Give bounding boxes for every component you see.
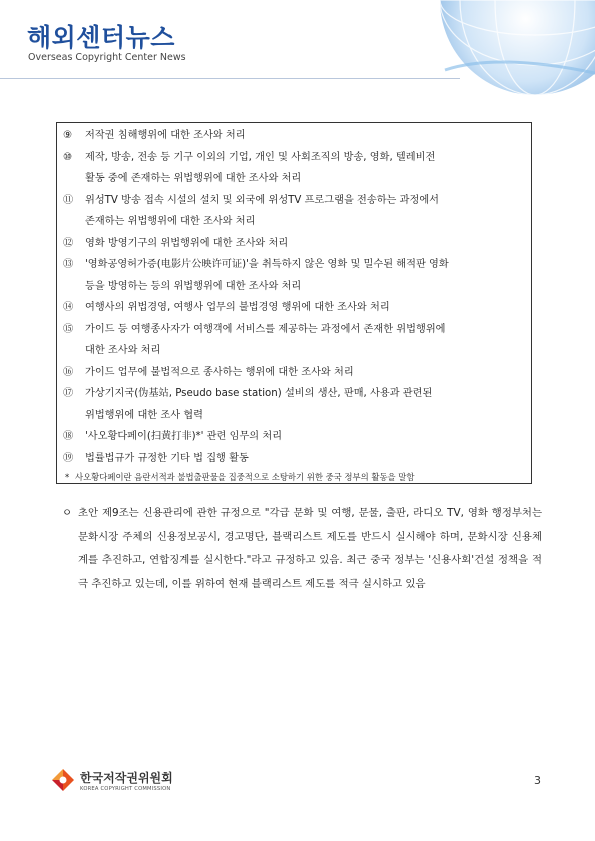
list-item	[63, 125, 526, 147]
item-text: 제작, 방송, 전송 등 기구 이외의 기업, 개인 및 사회조직의 방송, 영화, 텔레비전	[85, 151, 436, 163]
logo-name-en: KOREA COPYRIGHT COMMISSION	[80, 786, 171, 792]
footnote	[63, 469, 526, 485]
header-title: 해외센터뉴스	[27, 23, 175, 52]
body-paragraph	[62, 502, 542, 596]
item-text: 활동 중에 존재하는 위법행위에 대한 조사와 처리	[85, 173, 302, 184]
list-item	[63, 147, 526, 190]
list-item	[63, 254, 526, 297]
list-item	[63, 233, 526, 255]
logo-name-ko: 한국저작권위원회	[80, 771, 173, 785]
item-text: 가이드 업무에 불법적으로 종사하는 행위에 대한 조사와 처리	[85, 366, 354, 378]
item-text: 영화 방영기구의 위법행위에 대한 조사와 처리	[85, 237, 289, 249]
item-text: 가상기지국(伪基站, Pseudo base station) 설비의 생산, 판매, 사용과 관련된	[85, 388, 433, 399]
item-text: 법률법규가 규정한 기타 법 집행 활동	[85, 452, 249, 464]
list-item	[63, 383, 526, 426]
commission-logo	[50, 767, 200, 797]
list-item	[63, 297, 526, 319]
item-text: '사오황다페이(扫黄打非)*' 관련 임무의 처리	[85, 431, 283, 442]
item-number: ⑲	[63, 452, 74, 464]
paragraph-text: 초안 제9조는 신용관리에 관한 규정으로 "각급 문화 및 여행, 문물, 출판, 라디오 TV, 영화 행정부처는 문화시장 주체의 신용정보공시, 경고명단, 블랙리스트 제도를 반드시 실시해야 하며, 문화시장 신용체계를 추진하고, 연합징계를 실시한다."라고 규정하고 있음. 최근 중국 정부는 '신용사회'건설 정책을 적극 추진하고 있는데, 이를 위하여 현재 블랙리스트 제도를 적극 실시하고 있음	[78, 507, 542, 590]
header-subtitle: Overseas Copyright Center News	[28, 52, 186, 63]
footnote-text: 사오황다페이란 음란서적과 불법출판물을 집중적으로 소탕하기 위한 중국 정부의 활동을 말함	[75, 472, 415, 482]
item-text: 여행사의 위법경영, 여행사 업무의 불법경영 행위에 대한 조사와 처리	[85, 302, 390, 313]
item-text: 대한 조사와 처리	[85, 345, 161, 356]
item-number: ⑱	[63, 431, 74, 442]
list-item	[63, 319, 526, 362]
list-item	[63, 190, 526, 233]
item-number: ⑩	[63, 151, 73, 163]
item-text: 저작권 침해행위에 대한 조사와 처리	[85, 130, 246, 141]
header-divider	[0, 78, 460, 79]
list-item	[63, 426, 526, 448]
item-text: 가이드 등 여행종사자가 여행객에 서비스를 제공하는 과정에서 존재한 위법행위에	[85, 323, 446, 335]
item-text: 위성TV 방송 접속 시설의 설치 및 외국에 위성TV 프로그램을 전송하는 과정에서	[85, 194, 439, 206]
item-number: ⑬	[63, 259, 74, 270]
globe-decoration-icon	[425, 0, 595, 100]
item-text: '영화공영허가증(电影片公映许可证)'을 취득하지 않은 영화 및 밀수된 해적판 영화	[85, 259, 449, 270]
item-text: 존재하는 위법행위에 대한 조사와 처리	[85, 216, 256, 227]
list-item	[63, 448, 526, 470]
page-header	[0, 0, 595, 100]
item-number: ⑯	[63, 366, 74, 378]
item-text: 위법행위에 대한 조사 협력	[85, 409, 203, 421]
item-text: 등을 방영하는 등의 위법행위에 대한 조사와 처리	[85, 280, 302, 292]
item-number: ⑪	[63, 194, 74, 206]
item-number: ⑨	[63, 130, 73, 141]
enforcement-items-box	[56, 122, 532, 484]
item-number: ⑭	[63, 302, 74, 313]
list-item	[63, 362, 526, 384]
item-number: ⑫	[63, 237, 74, 249]
page-number: 3	[534, 774, 541, 787]
item-number: ⑮	[63, 323, 74, 335]
paragraph-bullet: ㅇ	[62, 507, 73, 519]
item-number: ⑰	[63, 388, 74, 399]
commission-logo-icon	[50, 767, 76, 793]
footnote-marker: *	[65, 472, 70, 482]
item-list	[63, 125, 526, 469]
